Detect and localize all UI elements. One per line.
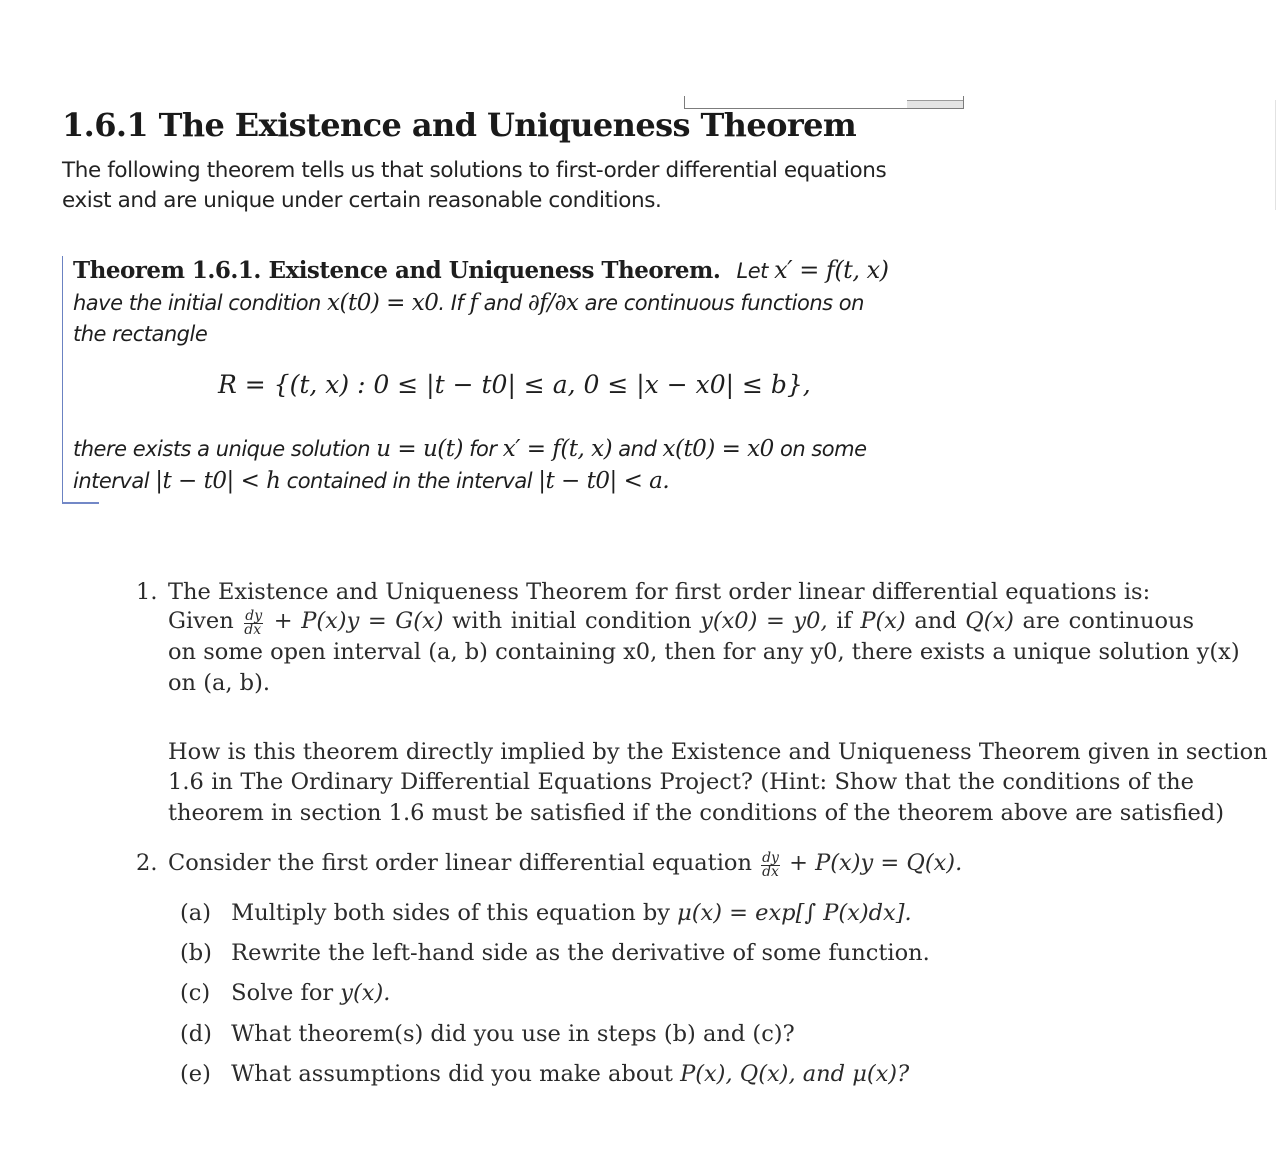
theorem-have-text: have the initial condition: [73, 291, 321, 315]
part-c-text: Solve for: [231, 980, 334, 1006]
theorem-exists-text: there exists a unique solution: [73, 437, 371, 461]
p2-fraction: [761, 852, 780, 879]
intro-line-1: The following theorem tells us that solutions to first-order differential equations: [62, 158, 887, 183]
theorem-partial: ∂f/∂x: [527, 290, 579, 316]
p1-given: Given: [168, 608, 234, 634]
theorem-interval-text: interval: [73, 469, 150, 493]
part-c: [180, 980, 390, 1006]
part-b-label: (b): [180, 940, 212, 966]
p1-Q: Q(x): [965, 608, 1014, 634]
part-c-math: y(x).: [340, 980, 391, 1006]
problem-1-line-1: The Existence and Uniqueness Theorem for first order linear differential equations is:: [168, 579, 1151, 605]
part-a: [180, 900, 912, 926]
theorem-u-eq: u = u(t): [376, 436, 463, 462]
p1-frac-bot: dx: [244, 622, 262, 639]
theorem-interval-a: |t − t0| < a.: [538, 468, 670, 494]
part-e-math: P(x), Q(x), and μ(x)?: [680, 1061, 910, 1087]
part-d-text: What theorem(s) did you use in steps (b) and (c)?: [231, 1021, 795, 1047]
theorem-and-2: and: [618, 437, 657, 461]
intro-paragraph: [62, 156, 942, 216]
problem-1-question-line-2: [168, 769, 1194, 795]
intro-line-2: exist and are unique under certain reasonable conditions.: [62, 188, 662, 213]
p1-and: and: [914, 608, 957, 634]
theorem-line-4: [73, 436, 866, 462]
p1-if: if: [836, 608, 852, 634]
problem-2-line: [168, 850, 962, 879]
theorem-ic-2: x(t0) = x0: [662, 436, 774, 462]
p1-equation: + P(x)y = G(x): [273, 608, 444, 634]
p2-frac-bot: dx: [762, 864, 779, 881]
problem-1-number: 1.: [136, 579, 158, 605]
part-a-math: μ(x) = exp[∫ P(x)dx].: [677, 900, 912, 926]
rectangle-definition: R = {(t, x) : 0 ≤ |t − t0| ≤ a, 0 ≤ |x − x0| ≤ b},: [218, 370, 811, 399]
theorem-ic: x(t0) = x0: [327, 290, 439, 316]
p1-P: P(x): [860, 608, 906, 634]
theorem-and-text: and: [483, 291, 522, 315]
part-e-label: (e): [180, 1061, 211, 1087]
part-c-label: (c): [180, 980, 211, 1006]
part-a-text: Multiply both sides of this equation by: [231, 900, 670, 926]
part-a-label: (a): [180, 900, 211, 926]
theorem-title: Theorem 1.6.1. Existence and Uniqueness Theorem.: [73, 257, 721, 284]
p1-are: are continuous: [1022, 608, 1195, 634]
section-heading: 1.6.1 The Existence and Uniqueness Theorem: [62, 106, 857, 144]
p2-text: Consider the first order linear differential equation: [168, 850, 752, 876]
p2-equation: + P(x)y = Q(x).: [789, 850, 963, 876]
part-d-label: (d): [180, 1021, 212, 1047]
theorem-ode: x′ = f(t, x): [774, 256, 889, 284]
part-d: [180, 1021, 795, 1047]
theorem-line-3: the rectangle: [73, 322, 208, 346]
theorem-on-some: on some: [779, 437, 867, 461]
part-b-text: Rewrite the left-hand side as the derivative of some function.: [231, 940, 930, 966]
p1-q1-text: How is this theorem directly implied by the Existence and Uniqueness Theorem given in section: [168, 739, 1268, 765]
part-e: [180, 1061, 909, 1087]
part-b: [180, 940, 930, 966]
theorem-line-5: [73, 468, 669, 494]
p1-frac-top: dy: [245, 608, 263, 625]
theorem-line-2: [73, 290, 864, 316]
problem-2-number: 2.: [136, 850, 158, 876]
problem-1-question-line-3: theorem in section 1.6 must be satisfied if the conditions of the theorem above are satisfied): [168, 800, 1224, 826]
problem-1-line-2: [168, 608, 1194, 637]
theorem-interval-h: |t − t0| < h: [155, 468, 281, 494]
toolbar-tab: [907, 100, 963, 108]
page-edge: [1275, 100, 1276, 210]
theorem-line-1: [73, 256, 888, 284]
problem-1-line-4: on (a, b).: [168, 670, 271, 696]
theorem-ode-2: x′ = f(t, x): [502, 436, 613, 462]
theorem-let: Let: [736, 259, 768, 283]
theorem-contained-text: contained in the interval: [286, 469, 533, 493]
p1-fraction: [244, 610, 263, 637]
p1-line3-text: on some open interval (a, b) containing x0, then for any y0, there exists a unique solution y(x): [168, 639, 1240, 665]
part-e-text: What assumptions did you make about: [231, 1061, 673, 1087]
p1-q2-text: 1.6 in The Ordinary Differential Equations Project? (Hint: Show that the conditions of the: [168, 769, 1194, 795]
problem-1-question-line-1: [168, 739, 1268, 765]
p1-ic: y(x0) = y0,: [700, 608, 828, 634]
theorem-f: f: [469, 290, 478, 316]
theorem-for-text: for: [469, 437, 497, 461]
p2-frac-top: dy: [762, 850, 779, 867]
theorem-if-text: . If: [438, 291, 464, 315]
theorem-continuous-text: are continuous functions on: [584, 291, 864, 315]
problem-1-line-3: [168, 639, 1240, 665]
p1-with: with initial condition: [452, 608, 692, 634]
